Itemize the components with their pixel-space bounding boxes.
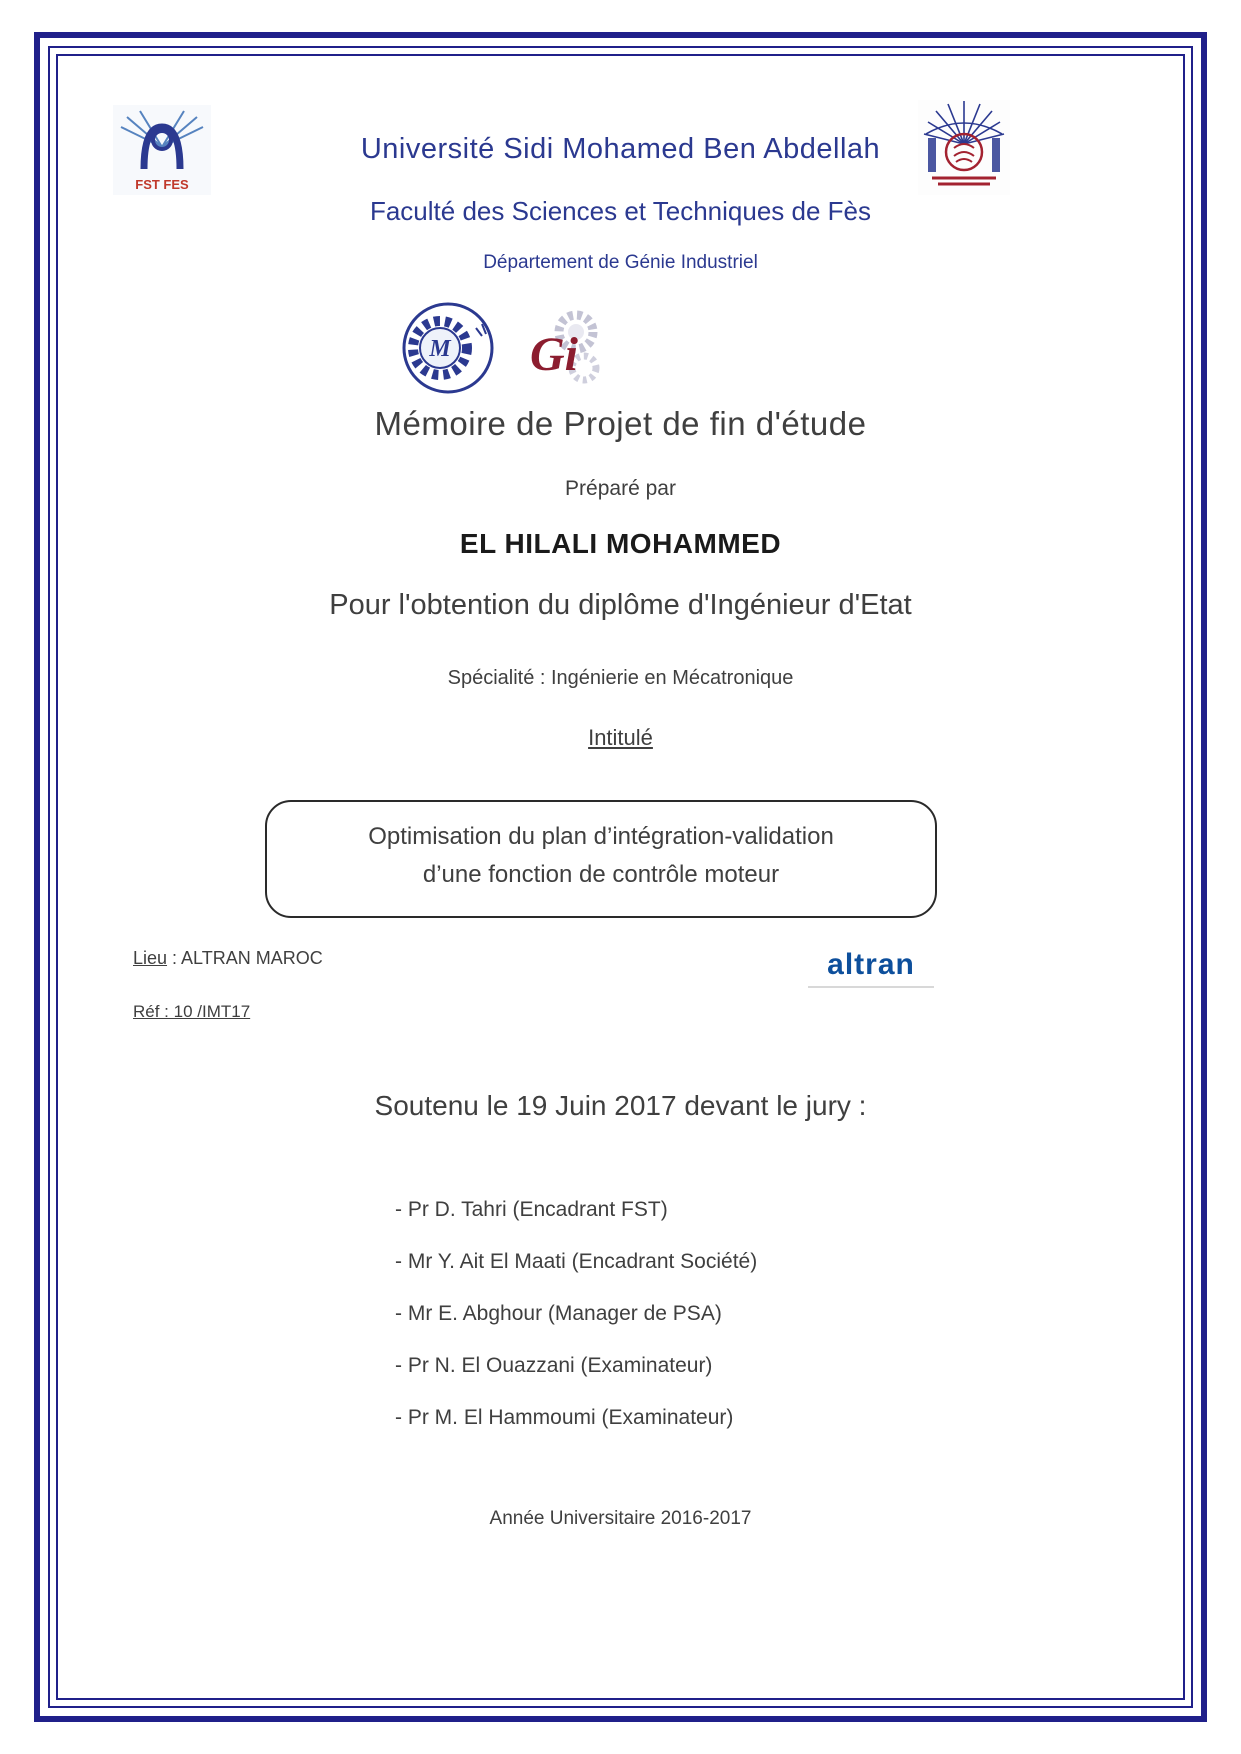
gear-logo-letter: M <box>429 336 451 362</box>
department-name: Département de Génie Industriel <box>483 252 758 273</box>
author-name: EL HILALI MOHAMMED <box>459 528 782 559</box>
location-label: Lieu <box>133 948 168 968</box>
thesis-title-box <box>265 800 937 918</box>
thesis-title-line1: Optimisation du plan d’intégration-validation <box>368 823 834 850</box>
jury-member: - Pr D. Tahri (Encadrant FST) <box>395 1198 668 1221</box>
intitule-label: Intitulé <box>588 725 653 750</box>
location-value: : ALTRAN MAROC <box>167 948 323 968</box>
speciality-line: Spécialité : Ingénierie en Mécatronique <box>447 667 794 689</box>
jury-member: - Pr N. El Ouazzani (Examinateur) <box>395 1354 713 1377</box>
altran-logo <box>808 944 934 988</box>
academic-year: Année Universitaire 2016-2017 <box>489 1508 752 1529</box>
altran-logo-text: altran <box>827 948 915 981</box>
thesis-title-line2: d’une fonction de contrôle moteur <box>422 861 780 888</box>
reference-line: Réf : 10 /IMT17 <box>133 1002 251 1021</box>
gear-m-logo-icon <box>398 298 498 398</box>
defense-date-line: Soutenu le 19 Juin 2017 devant le jury : <box>374 1090 867 1121</box>
jury-member: - Pr M. El Hammoumi (Examinateur) <box>395 1406 734 1429</box>
prepared-by-label: Préparé par <box>565 477 676 500</box>
degree-line: Pour l'obtention du diplôme d'Ingénieur d'Etat <box>329 589 912 621</box>
faculty-name: Faculté des Sciences et Techniques de Fès <box>369 196 872 226</box>
jury-member: - Mr Y. Ait El Maati (Encadrant Société) <box>395 1250 758 1273</box>
jury-list <box>395 1198 757 1458</box>
gi-logo-icon <box>512 304 606 398</box>
fst-logo-caption: FST FES <box>135 177 189 192</box>
jury-member: - Mr E. Abghour (Manager de PSA) <box>395 1302 722 1325</box>
location-line <box>133 948 323 969</box>
gi-logo-text: Gi <box>530 328 578 381</box>
university-name: Université Sidi Mohamed Ben Abdellah <box>360 133 881 165</box>
document-type-title: Mémoire de Projet de fin d'étude <box>374 405 867 442</box>
